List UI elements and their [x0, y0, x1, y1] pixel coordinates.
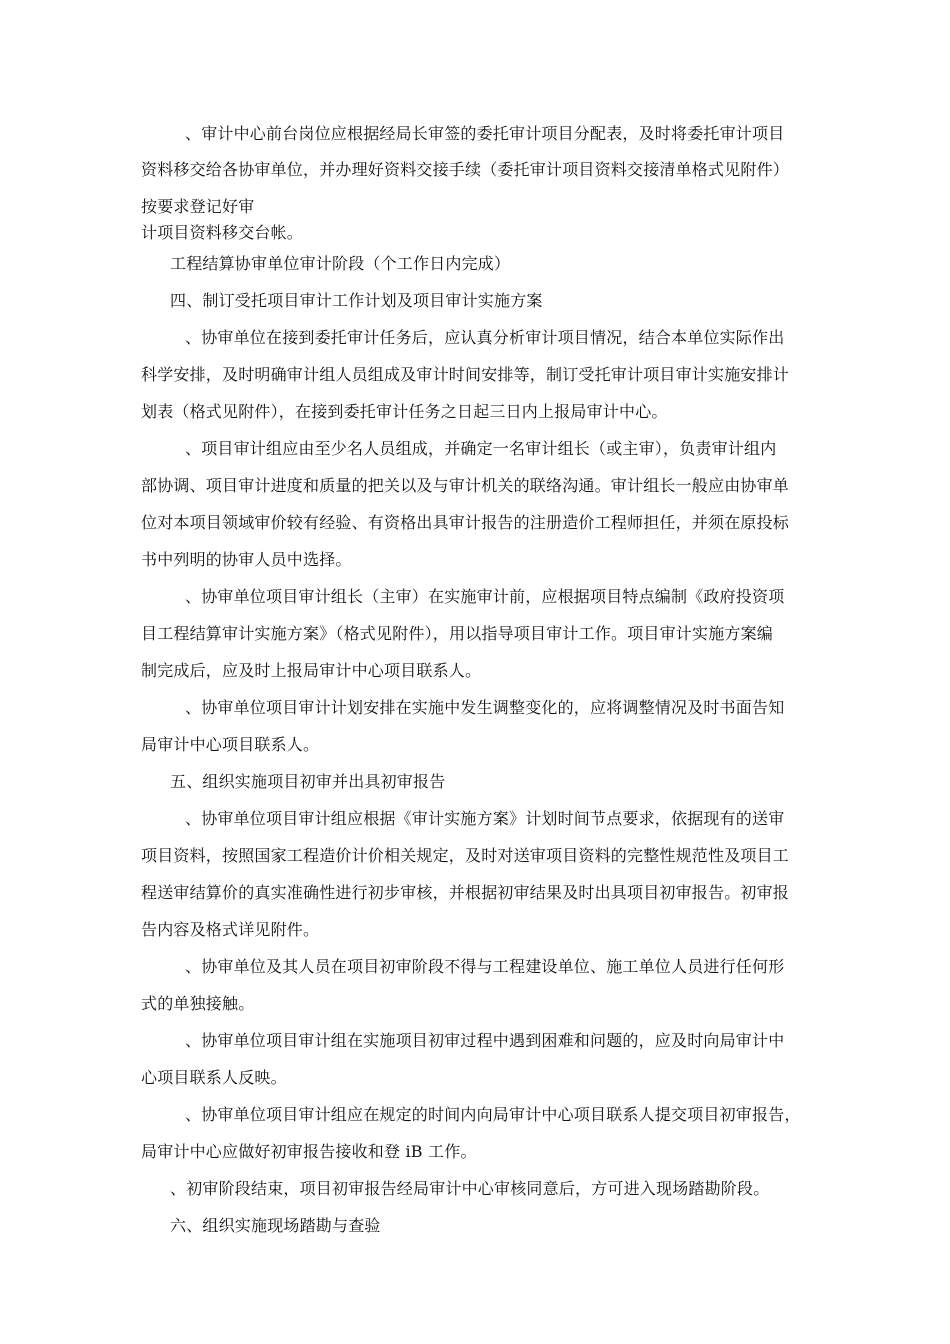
para-line-12: 、协审单位项目审计组长（主审）在实施审计前，应根据项目特点编制《政府投资项 [185, 587, 785, 606]
para-line-25: 、协审单位项目审计组应在规定的时间内向局审计中心项目联系人提交项目初审报告， [185, 1105, 801, 1124]
para-line-14: 制完成后，应及时上报局审计中心项目联系人。 [141, 661, 482, 680]
para-line-4: 计项目资料移交台帐。 [141, 223, 304, 242]
para-line-21: 、协审单位及其人员在项目初审阶段不得与工程建设单位、施工单位人员进行任何形 [185, 957, 785, 976]
para-line-8: 、项目审计组应由至少名人员组成，并确定一名审计组长（或主审），负责审计组内 [185, 439, 777, 458]
para-line-19: 程送审结算价的真实准确性进行初步审核，并根据初审结果及时出具项目初审报告。初审报 [141, 883, 790, 902]
para-line-27: 、初审阶段结束，项目初审报告经局审计中心审核同意后，方可进入现场踏勘阶段。 [170, 1179, 770, 1198]
para-line-18: 项目资料，按照国家工程造价计价相关规定，及时对送审项目资料的完整性规范性及项目工 [141, 846, 790, 865]
para-line-2: 资料移交给各协审单位，并办理好资料交接手续（委托审计项目资料交接清单格式见附件） [141, 160, 790, 179]
para-line-10: 位对本项目领域审价较有经验、有资格出具审计报告的注册造价工程师担任，并须在原投标 [141, 513, 790, 532]
para-line-22: 式的单独接触。 [141, 994, 255, 1013]
para-line-11: 书中列明的协审人员中选择。 [141, 550, 352, 569]
para-line-7: 划表（格式见附件），在接到委托审计任务之日起三日内上报局审计中心。 [141, 402, 668, 421]
para-line-6: 科学安排，及时明确审计组人员组成及审计时间安排等，制订受托审计项目审计实施安排计 [141, 365, 790, 384]
para-line-20: 告内容及格式详见附件。 [141, 920, 320, 939]
para-line-24: 心项目联系人反映。 [141, 1068, 287, 1087]
para-line-9: 部协调、项目审计进度和质量的把关以及与审计机关的联络沟通。审计组长一般应由协审单 [141, 476, 790, 495]
para-line-23: 、协审单位项目审计组在实施项目初审过程中遇到困难和问题的，应及时向局审计中 [185, 1031, 785, 1050]
para-line-16: 局审计中心项目联系人。 [141, 735, 320, 754]
para-line-3: 按要求登记好审 [141, 197, 255, 216]
section-heading-settlement: 工程结算协审单位审计阶段（个工作日内完成） [170, 254, 511, 273]
para-line-15: 、协审单位项目审计计划安排在实施中发生调整变化的，应将调整情况及时书面告知 [185, 698, 785, 717]
para-line-5: 、协审单位在接到委托审计任务后，应认真分析审计项目情况，结合本单位实际作出 [185, 328, 785, 347]
section-heading-4: 四、制订受托项目审计工作计划及项目审计实施方案 [170, 291, 543, 310]
section-heading-6: 六、组织实施现场踏勘与查验 [170, 1216, 381, 1235]
para-line-17: 、协审单位项目审计组应根据《审计实施方案》计划时间节点要求，依据现有的送审 [185, 809, 785, 828]
para-line-13: 目工程结算审计实施方案》（格式见附件），用以指导项目审计工作。项目审计实施方案编 [141, 624, 774, 643]
para-line-26: 局审计中心应做好初审报告接收和登 iB 工作。 [141, 1142, 477, 1161]
section-heading-5: 五、组织实施项目初审并出具初审报告 [170, 772, 446, 791]
para-line-1: 、审计中心前台岗位应根据经局长审签的委托审计项目分配表，及时将委托审计项目 [185, 124, 785, 143]
